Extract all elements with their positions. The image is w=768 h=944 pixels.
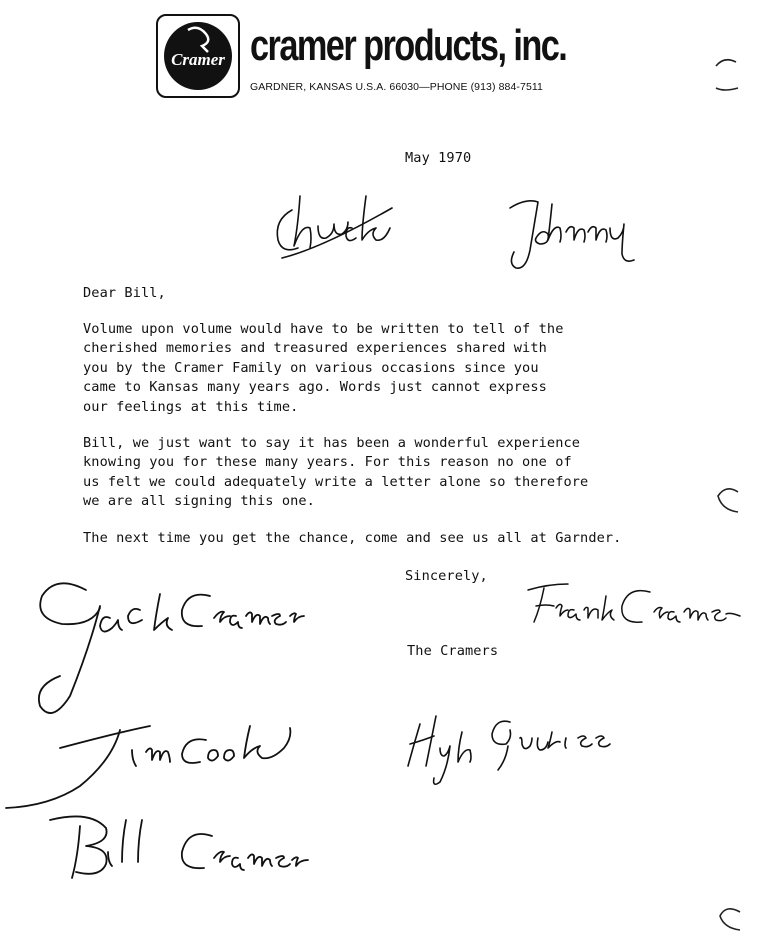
scan-edge-marks: [716, 60, 740, 930]
signature-jack-cramer: [39, 583, 304, 713]
paragraph-line: you by the Cramer Family on various occasions since you: [83, 359, 539, 376]
paragraph-line: we are all signing this one.: [83, 493, 315, 510]
paragraph-line: came to Kansas many years ago. Words just cannot express: [83, 379, 547, 396]
paragraph-line: us felt we could adequately write a letter alone so therefore: [83, 473, 589, 490]
salutation: Dear Bill,: [83, 285, 166, 301]
signatory: The Cramers: [407, 643, 499, 659]
signature-johnny: [510, 201, 634, 268]
paragraph-line: The next time you get the chance, come and see us all at Garnder.: [83, 530, 622, 546]
paragraph-line: Bill, we just want to say it has been a wonderful experience: [83, 435, 581, 451]
logo-text: Cramer: [171, 50, 225, 69]
company-address: GARDNER, KANSAS U.S.A. 66030—PHONE (913) 884-7511: [250, 81, 543, 93]
signature-chuck: [277, 196, 392, 258]
paragraph-line: Volume upon volume would have to be written to tell of the: [83, 321, 564, 337]
closing: Sincerely,: [405, 568, 488, 584]
paragraph-line: knowing you for these many years. For this reason no one of: [83, 454, 572, 471]
signature-hugh: [408, 716, 610, 784]
letter-date: May 1970: [405, 150, 472, 166]
signature-jim-cook: [6, 726, 290, 808]
paragraph-line: our feelings at this time.: [83, 398, 299, 415]
paragraph-line: cherished memories and treasured experiences shared with: [83, 340, 547, 357]
signature-bill-cramer: [50, 816, 308, 878]
signature-frank-cramer: [528, 584, 740, 622]
company-name: cramer products, inc.: [250, 21, 567, 70]
